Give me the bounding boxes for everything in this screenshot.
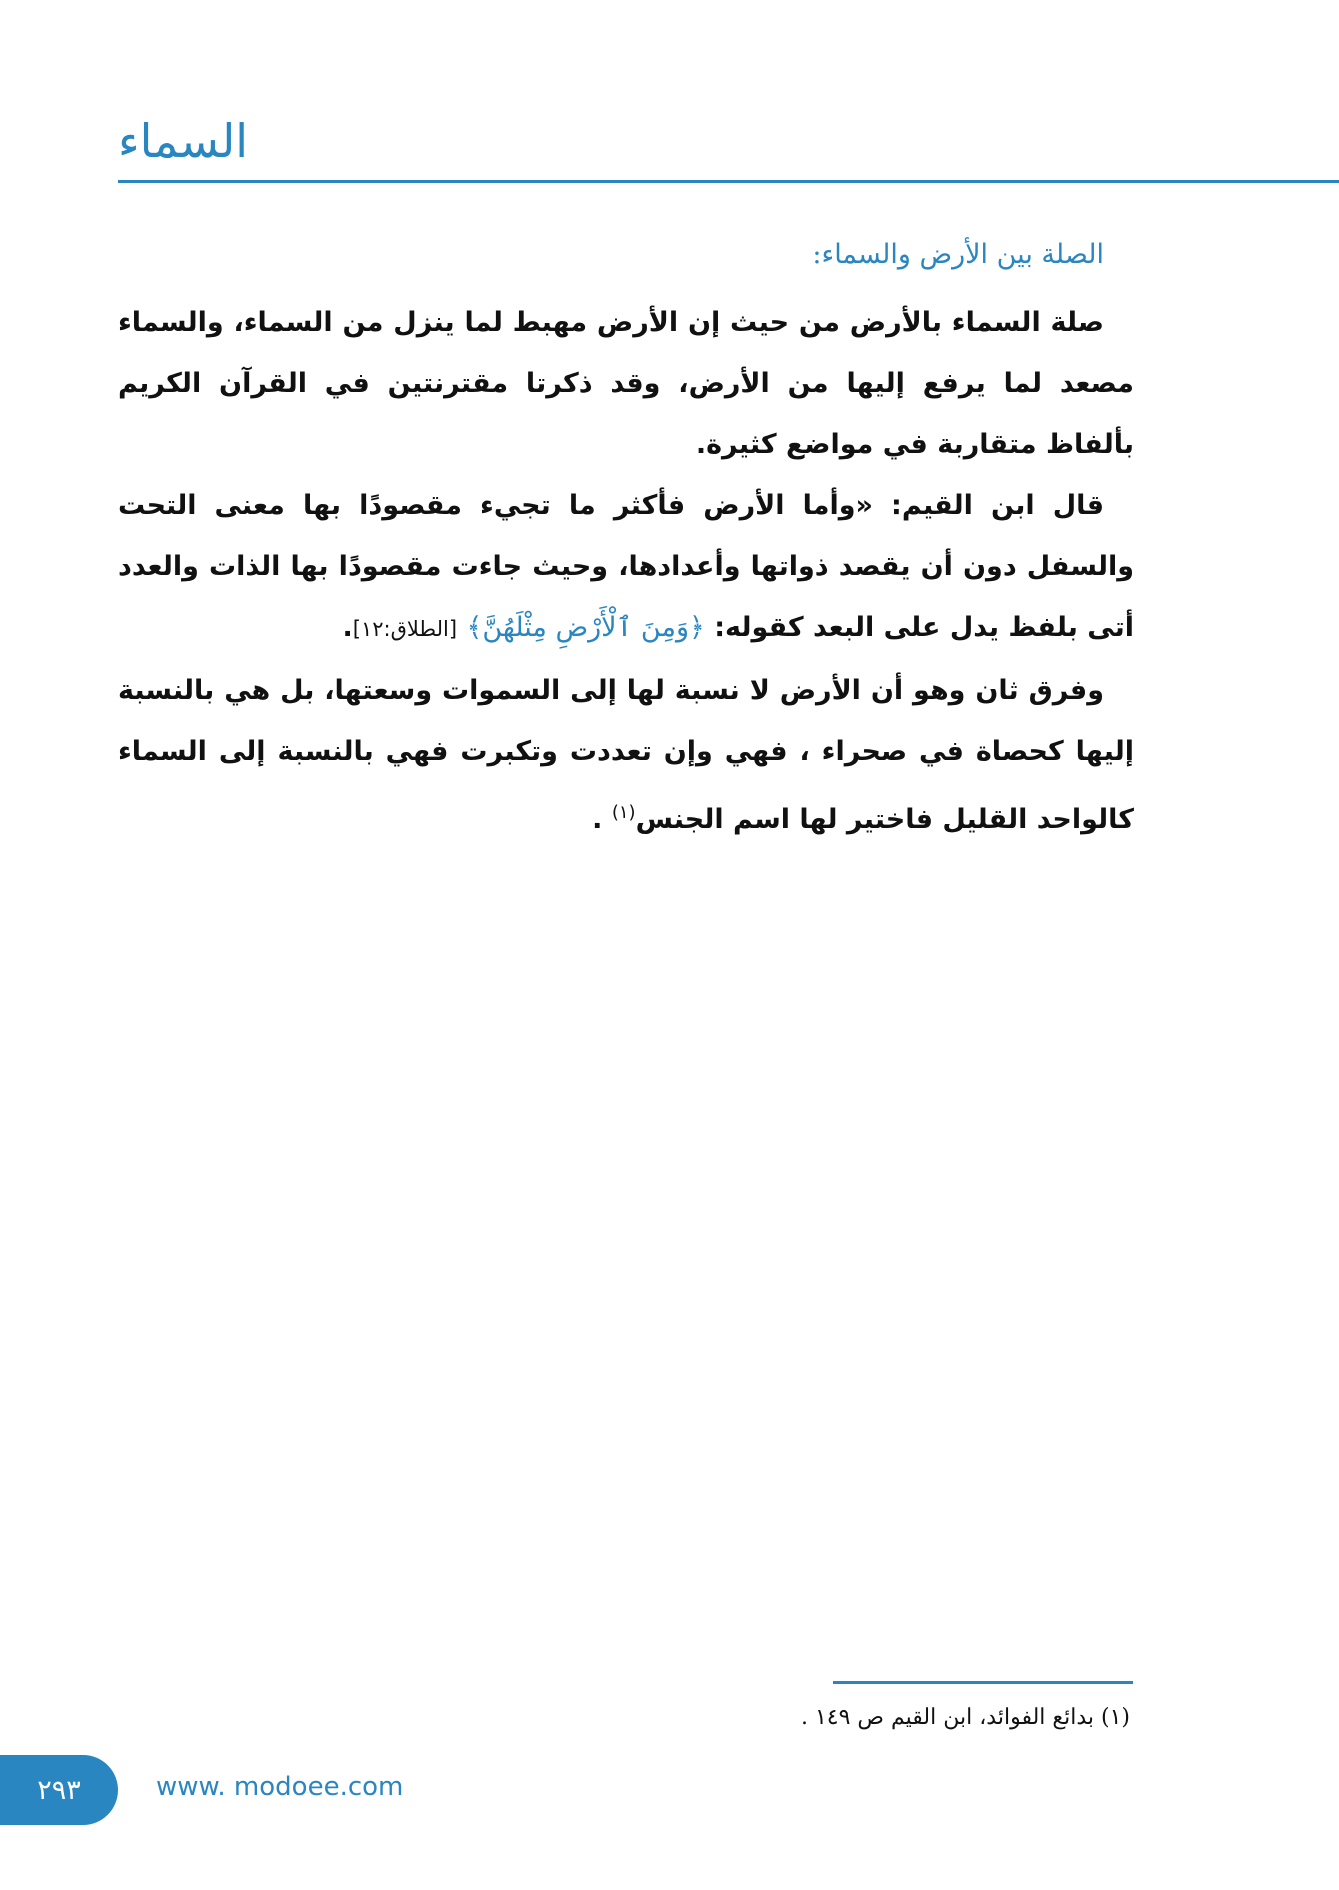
- paragraph-2: [118, 475, 1134, 660]
- paragraph-1: صلة السماء بالأرض من حيث إن الأرض مهبط لما ينزل من السماء، والسماء مصعد لما يرفع إليها من الأرض، وقد ذكرتا مقترنتين في القرآن الكريم بألفاظ متقاربة في مواضع كثيرة.: [118, 307, 1134, 460]
- page-number-tab: [0, 1755, 118, 1825]
- paragraph-3: [118, 660, 1134, 850]
- page-title: السماء: [118, 114, 249, 168]
- main-content: [118, 230, 1134, 850]
- footnote: (١) بدائع الفوائد، ابن القيم ص ١٤٩ .: [800, 1705, 1130, 1730]
- section-heading: الصلة بين الأرض والسماء:: [812, 239, 1104, 270]
- paragraph-3-text: وفرق ثان وهو أن الأرض لا نسبة لها إلى السموات وسعتها، بل هي بالنسبة إليها كحصاة في صحراء ، فهي وإن تعددت وتكبرت فهي بالنسبة إلى السماء كالواحد القليل فاختير لها اسم الجنس: [118, 675, 1134, 835]
- header-divider: [118, 180, 1339, 183]
- website-url: www. modoee.com: [156, 1772, 404, 1802]
- quran-reference: [الطلاق:١٢]: [352, 617, 458, 641]
- paragraph-3-end: .: [592, 804, 603, 835]
- quran-verse: ﴿وَمِنَ ٱلْأَرْضِ مِثْلَهُنَّ﴾: [466, 612, 705, 643]
- footnote-marker: (١): [611, 802, 636, 823]
- footnote-divider: [833, 1681, 1133, 1684]
- paragraph-2-end: .: [342, 612, 353, 643]
- page-number: ٢٩٣: [37, 1774, 81, 1806]
- paragraph-2-text: قال ابن القيم: «وأما الأرض فأكثر ما تجيء مقصودًا بها معنى التحت والسفل دون أن يقصد ذواتها وأعدادها، وحيث جاءت مقصودًا بها الذات والعدد أتى بلفظ يدل على البعد كقوله:: [118, 490, 1134, 643]
